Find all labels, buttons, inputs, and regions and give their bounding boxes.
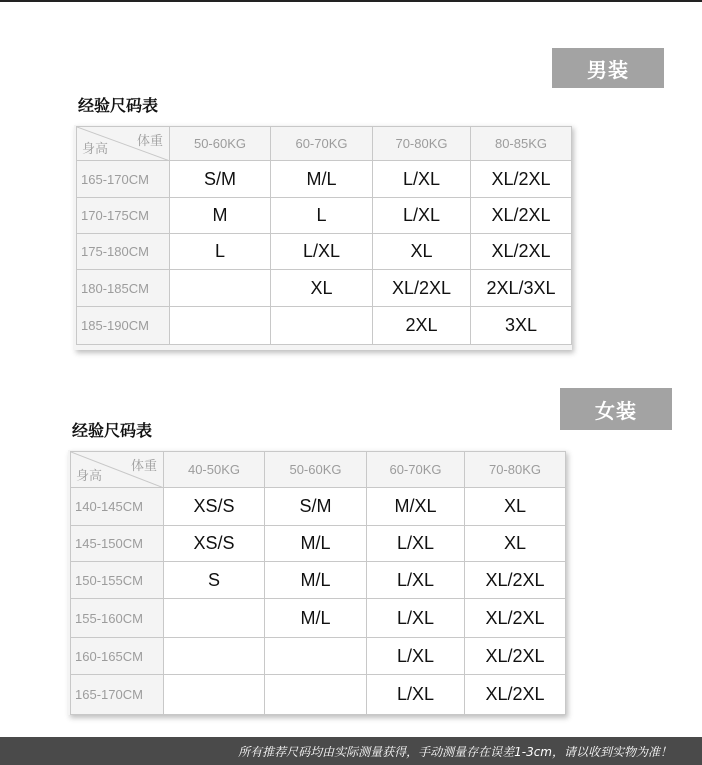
women-corner-cell (71, 452, 164, 488)
size-cell (170, 307, 271, 345)
size-cell: M/L (271, 161, 373, 198)
weight-column-header: 40-50KG (164, 452, 265, 488)
men-corner-cell (77, 127, 170, 161)
size-cell: M/L (265, 526, 367, 562)
men-section-badge: 男装 (552, 48, 664, 88)
size-cell: L/XL (367, 599, 465, 638)
weight-column-header: 50-60KG (265, 452, 367, 488)
weight-axis-label: 体重 (136, 134, 163, 149)
size-cell: L/XL (373, 198, 471, 234)
height-cell: 140-145CM (71, 488, 164, 526)
size-cell (265, 675, 367, 715)
size-cell: L/XL (373, 161, 471, 198)
size-cell: L (170, 234, 271, 270)
men-chart-title: 经验尺码表 (78, 96, 159, 115)
size-cell: XL (373, 234, 471, 270)
table-row (71, 675, 566, 715)
table-row (71, 599, 566, 638)
height-axis-label: 身高 (82, 142, 109, 157)
weight-column-header: 50-60KG (170, 127, 271, 161)
size-cell: L/XL (367, 638, 465, 675)
size-cell: XL/2XL (465, 638, 566, 675)
size-cell: XL/2XL (471, 198, 572, 234)
height-cell: 175-180CM (77, 234, 170, 270)
size-cell: XL (271, 270, 373, 307)
weight-column-header: 70-80KG (465, 452, 566, 488)
height-cell: 155-160CM (71, 599, 164, 638)
height-cell: 145-150CM (71, 526, 164, 562)
table-row (77, 307, 572, 345)
size-cell: XL/2XL (465, 562, 566, 599)
size-cell: M (170, 198, 271, 234)
size-cell: XS/S (164, 488, 265, 526)
women-chart-title: 经验尺码表 (72, 421, 153, 440)
size-cell: S/M (265, 488, 367, 526)
size-cell: M/L (265, 599, 367, 638)
weight-column-header: 60-70KG (271, 127, 373, 161)
size-cell: M/L (265, 562, 367, 599)
footer-note: 所有推荐尺码均由实际测量获得，手动测量存在误差1-3cm，请以收到实物为准！ (238, 744, 672, 759)
table-row (71, 638, 566, 675)
table-row (77, 234, 572, 270)
table-row (77, 161, 572, 198)
table-row (71, 526, 566, 562)
size-cell: L/XL (271, 234, 373, 270)
footer-note-bar (0, 737, 702, 765)
size-cell: XL (465, 488, 566, 526)
size-cell (164, 675, 265, 715)
size-cell: L/XL (367, 562, 465, 599)
men-header-row (77, 127, 572, 161)
weight-column-header: 60-70KG (367, 452, 465, 488)
size-cell: 2XL/3XL (471, 270, 572, 307)
size-cell: XL/2XL (373, 270, 471, 307)
women-size-table (70, 451, 566, 715)
height-cell: 180-185CM (77, 270, 170, 307)
size-cell (164, 599, 265, 638)
height-cell: 185-190CM (77, 307, 170, 345)
size-cell (170, 270, 271, 307)
height-cell: 165-170CM (77, 161, 170, 198)
size-cell: L/XL (367, 526, 465, 562)
height-cell: 165-170CM (71, 675, 164, 715)
size-cell: S/M (170, 161, 271, 198)
size-cell: L/XL (367, 675, 465, 715)
table-row (71, 488, 566, 526)
table-row (71, 562, 566, 599)
size-cell (164, 638, 265, 675)
women-section-badge: 女装 (560, 388, 672, 430)
size-cell: XL/2XL (471, 234, 572, 270)
height-cell: 150-155CM (71, 562, 164, 599)
weight-axis-label: 体重 (130, 459, 157, 474)
size-cell: 3XL (471, 307, 572, 345)
top-divider (0, 0, 702, 2)
height-cell: 170-175CM (77, 198, 170, 234)
size-cell: 2XL (373, 307, 471, 345)
size-cell: S (164, 562, 265, 599)
height-cell: 160-165CM (71, 638, 164, 675)
weight-column-header: 70-80KG (373, 127, 471, 161)
men-size-table (76, 126, 572, 345)
size-cell: XS/S (164, 526, 265, 562)
size-cell: XL (465, 526, 566, 562)
size-cell (271, 307, 373, 345)
table-row (77, 198, 572, 234)
size-cell (265, 638, 367, 675)
weight-column-header: 80-85KG (471, 127, 572, 161)
table-row (77, 270, 572, 307)
height-axis-label: 身高 (76, 469, 103, 484)
size-cell: XL/2XL (465, 599, 566, 638)
size-cell: L (271, 198, 373, 234)
size-cell: XL/2XL (465, 675, 566, 715)
size-cell: XL/2XL (471, 161, 572, 198)
size-cell: M/XL (367, 488, 465, 526)
women-header-row (71, 452, 566, 488)
